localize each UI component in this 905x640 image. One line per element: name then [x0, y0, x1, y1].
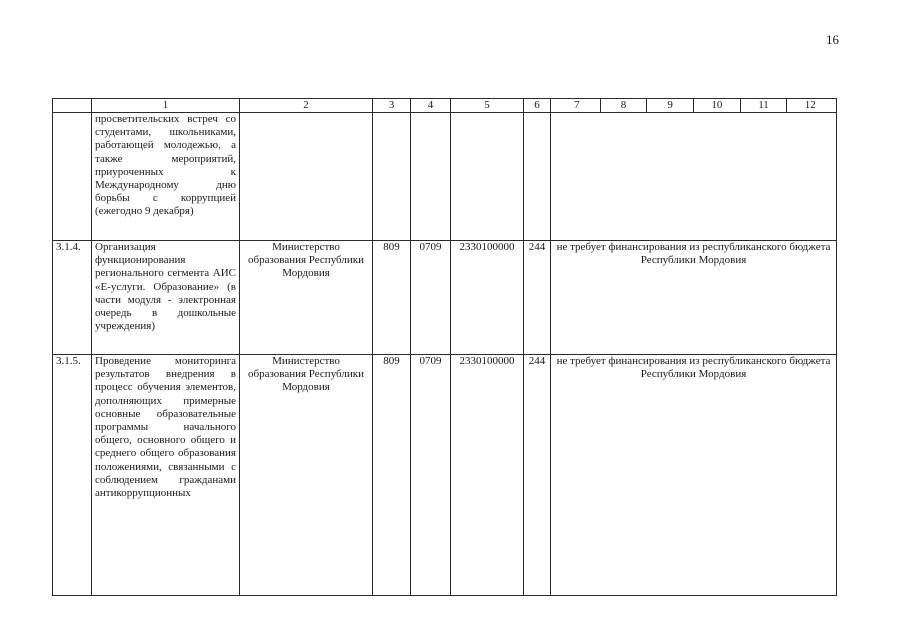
row-code-5: 2330100000 [451, 355, 524, 596]
row-description: просветительских встреч со студентами, школьниками, работающей молодежью, а также мероприятий, приуроченных к Международному дню борьбы с коррупцией (ежегодно 9 декабря) [92, 113, 240, 241]
row-responsible: Министерство образования Республики Мордовия [240, 355, 373, 596]
row-responsible: Министерство образования Республики Мордовия [240, 241, 373, 355]
header-cell: 12 [786, 99, 833, 112]
row-description: Проведение мониторинга результатов внедрения в процесс обучения элементов, дополняющих примерные основные образовательные программы начального общего, основного общего и среднего общего образования положениями, связанными с соблюдением гражданами антикоррупционных [92, 355, 240, 596]
row-description: Организация функционирования регионального сегмента АИС «Е-услуги. Образование» (в части модуля - электронная очередь в дошкольные учреждения) [92, 241, 240, 355]
table-row [53, 113, 837, 241]
header-cell: 4 [411, 99, 451, 113]
row-code-5 [451, 113, 524, 241]
row-code-4: 0709 [411, 241, 451, 355]
row-funding-note: не требует финансирования из республиканского бюджета Республики Мордовия [551, 355, 837, 596]
row-code-3: 809 [373, 355, 411, 596]
header-cell: 11 [740, 99, 787, 112]
header-cells-7-12 [551, 99, 837, 113]
row-funding-note: не требует финансирования из республиканского бюджета Республики Мордовия [551, 241, 837, 355]
row-number: 3.1.4. [53, 241, 92, 355]
table-header-row [53, 99, 837, 113]
row-code-4: 0709 [411, 355, 451, 596]
header-cell: 7 [574, 99, 580, 111]
header-cell: 8 [600, 99, 647, 112]
page-number: 16 [826, 32, 839, 47]
row-code-5: 2330100000 [451, 241, 524, 355]
row-number [53, 113, 92, 241]
row-code-6: 244 [524, 241, 551, 355]
header-cell: 5 [451, 99, 524, 113]
row-code-6: 244 [524, 355, 551, 596]
row-responsible [240, 113, 373, 241]
table-row [53, 355, 837, 596]
header-cell: 1 [92, 99, 240, 113]
row-code-4 [411, 113, 451, 241]
header-cell: 2 [240, 99, 373, 113]
row-number: 3.1.5. [53, 355, 92, 596]
header-cell: 6 [524, 99, 551, 113]
table-row [53, 241, 837, 355]
header-cell: 10 [693, 99, 740, 112]
header-cell: 3 [373, 99, 411, 113]
header-cell: 9 [646, 99, 693, 112]
row-funding-note [551, 113, 837, 241]
header-cell [53, 99, 92, 113]
row-code-3 [373, 113, 411, 241]
row-code-3: 809 [373, 241, 411, 355]
budget-table [52, 98, 837, 596]
row-code-6 [524, 113, 551, 241]
